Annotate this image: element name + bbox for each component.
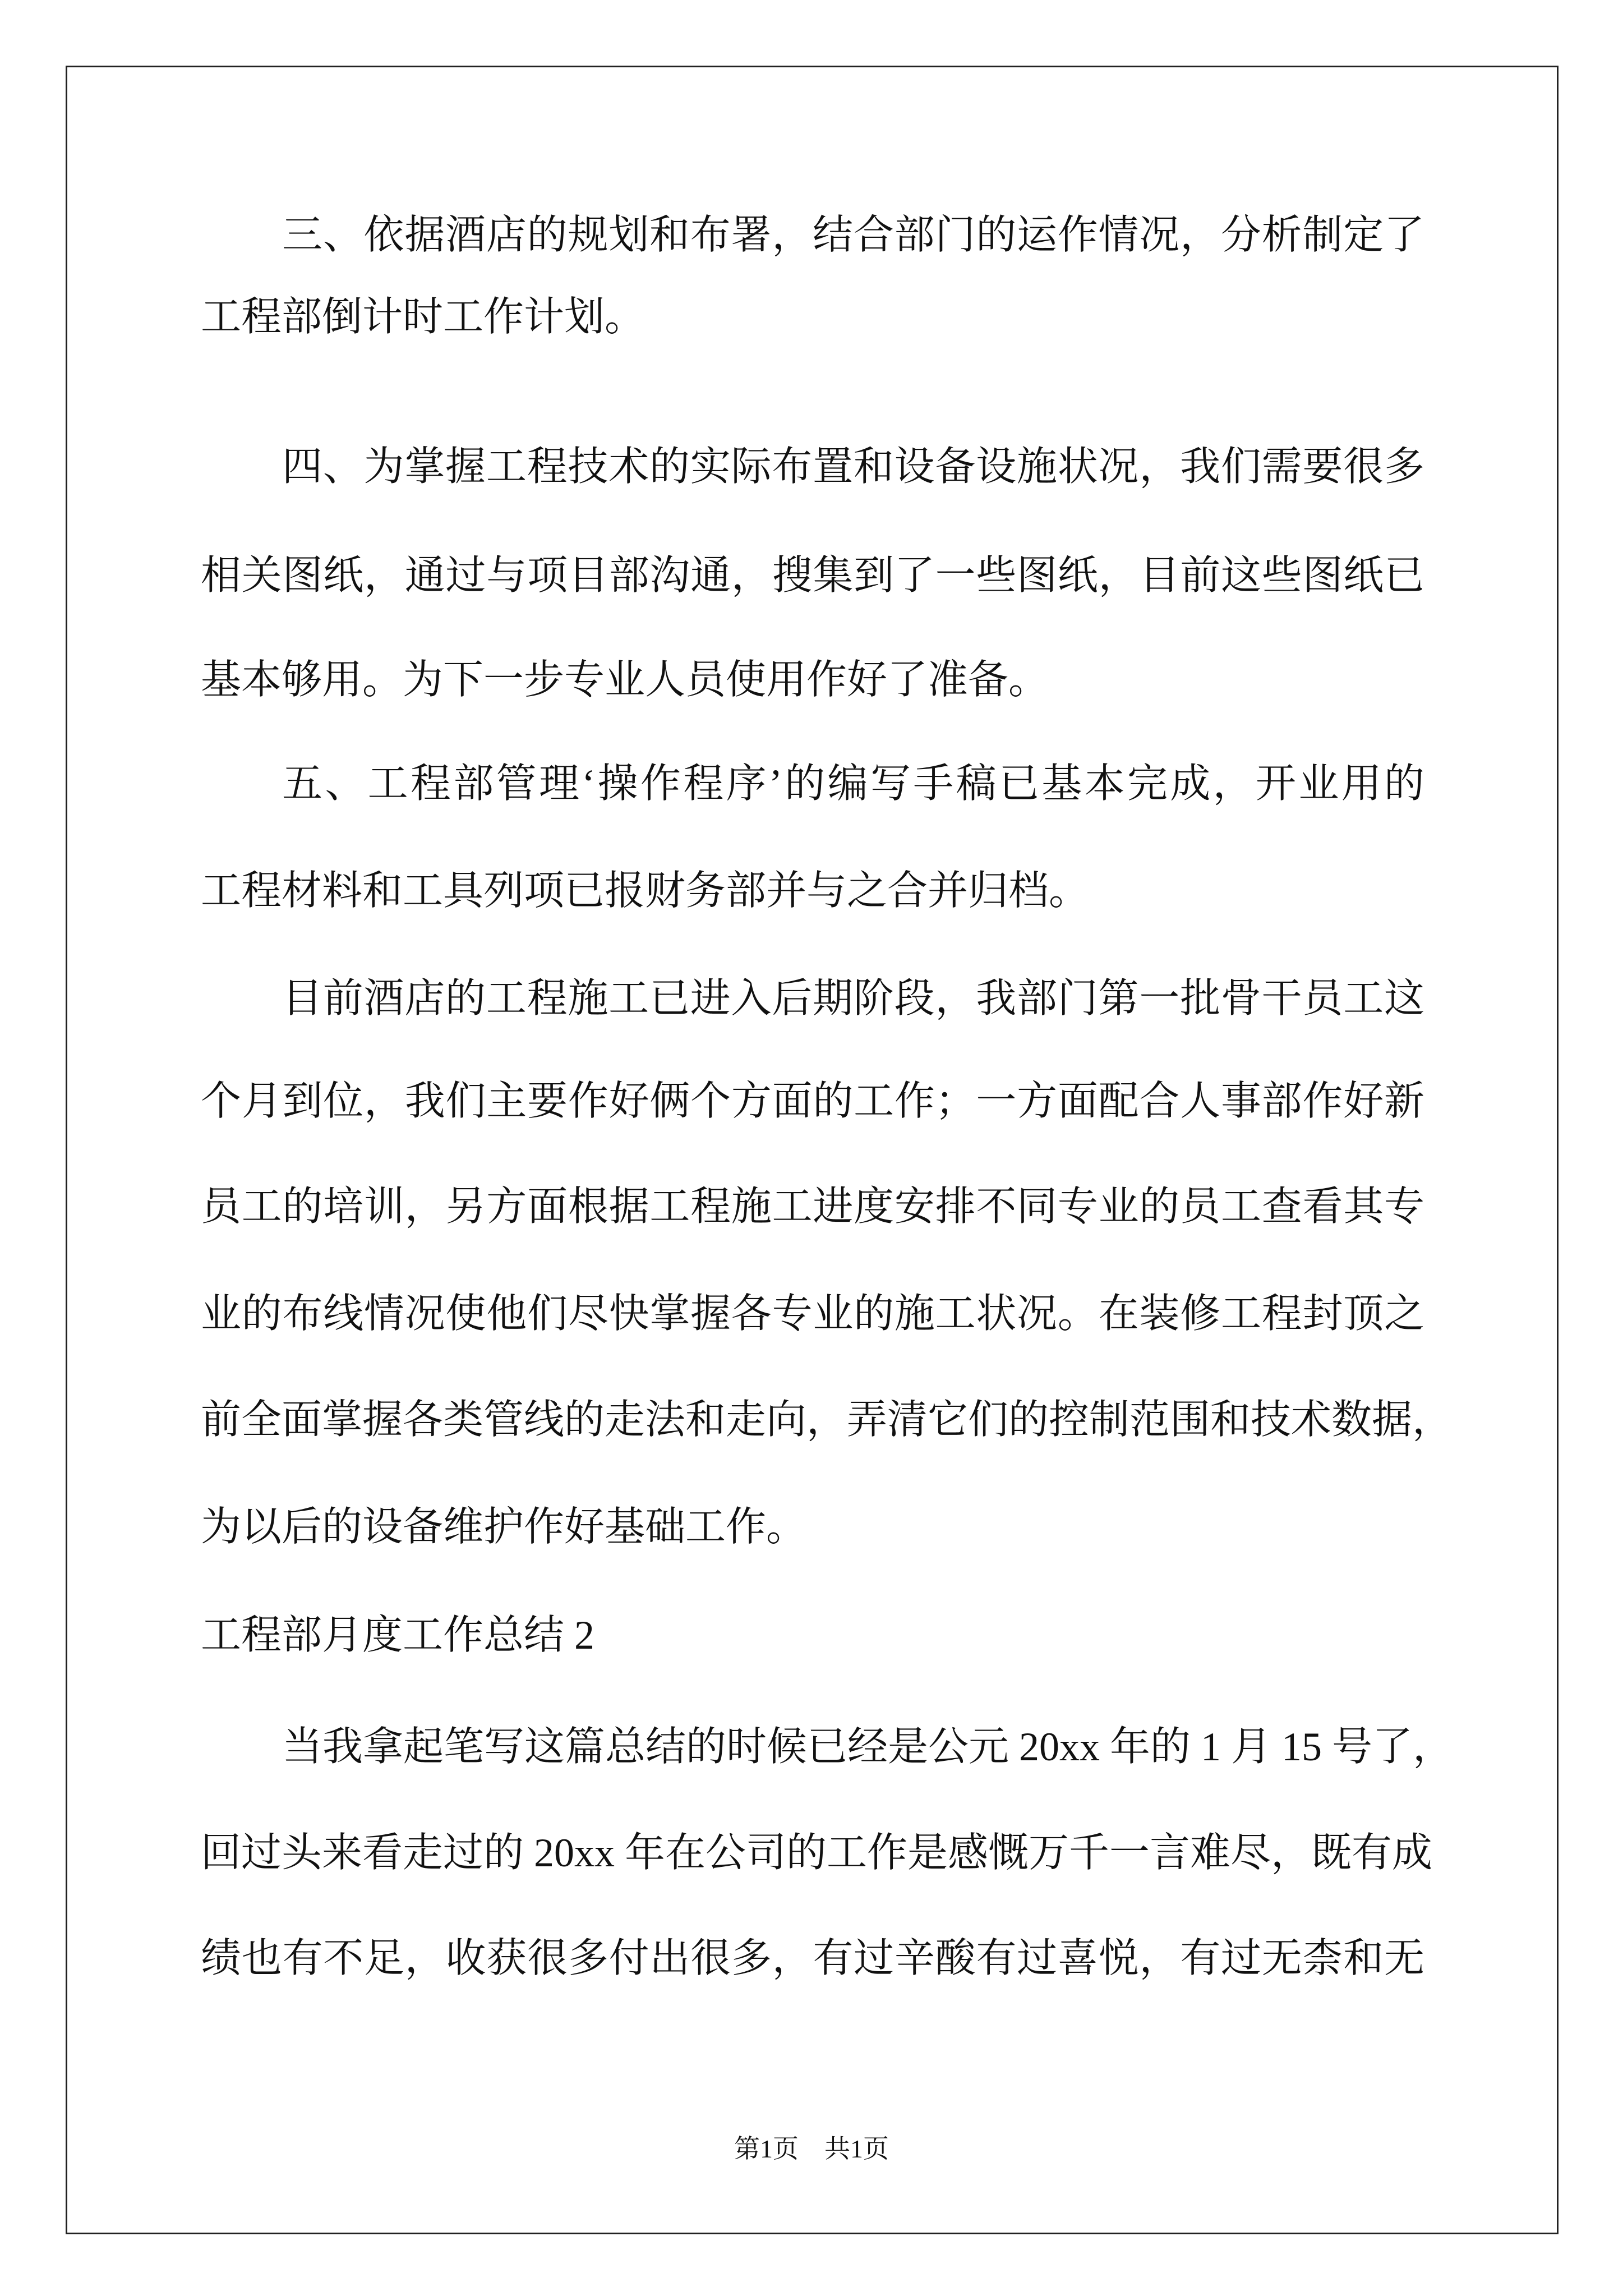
text-line: 工程部倒计时工作计划。 xyxy=(201,295,645,339)
text-line: 个月到位，我们主要作好俩个方面的工作；一方面配合人事部作好新 xyxy=(201,1079,1424,1124)
text-line: 目前酒店的工程施工已进入后期阶段，我部门第一批骨干员工这 xyxy=(282,976,1424,1021)
section-title: 工程部月度工作总结 2 xyxy=(201,1613,595,1658)
text-line: 员工的培训，另方面根据工程施工进度安排不同专业的员工查看其专 xyxy=(201,1184,1424,1229)
text-line: 相关图纸，通过与项目部沟通，搜集到了一些图纸，目前这些图纸已 xyxy=(201,553,1424,598)
text-line: 工程材料和工具列项已报财务部并与之合并归档。 xyxy=(201,868,1090,913)
text-line: 业的布线情况使他们尽快掌握各专业的施工状况。在装修工程封顶之 xyxy=(201,1291,1424,1336)
text-line: 当我拿起笔写这篇总结的时候已经是公元 20xx 年的 1 月 15 号了， xyxy=(282,1724,1454,1769)
text-line: 绩也有不足，收获很多付出很多，有过辛酸有过喜悦，有过无柰和无 xyxy=(201,1936,1424,1981)
page-border xyxy=(66,66,1559,2234)
page-number: 第1页 共1页 xyxy=(734,2134,889,2163)
text-line: 基本够用。为下一步专业人员使用作好了准备。 xyxy=(201,657,1049,702)
text-line: 前全面掌握各类管线的走法和走向，弄清它们的控制范围和技术数据， xyxy=(201,1397,1453,1442)
text-line: 五、工程部管理‘操作程序’的编写手稿已基本完成，开业用的 xyxy=(282,761,1424,806)
text-line: 三、依据酒店的规划和布署，结合部门的运作情况，分析制定了 xyxy=(282,213,1424,257)
text-line: 为以后的设备维护作好基础工作。 xyxy=(201,1504,807,1549)
text-line: 回过头来看走过的 20xx 年在公司的工作是感慨万千一言难尽，既有成 xyxy=(201,1830,1433,1875)
text-line: 四、为掌握工程技术的实际布置和设备设施状况，我们需要很多 xyxy=(282,444,1424,489)
